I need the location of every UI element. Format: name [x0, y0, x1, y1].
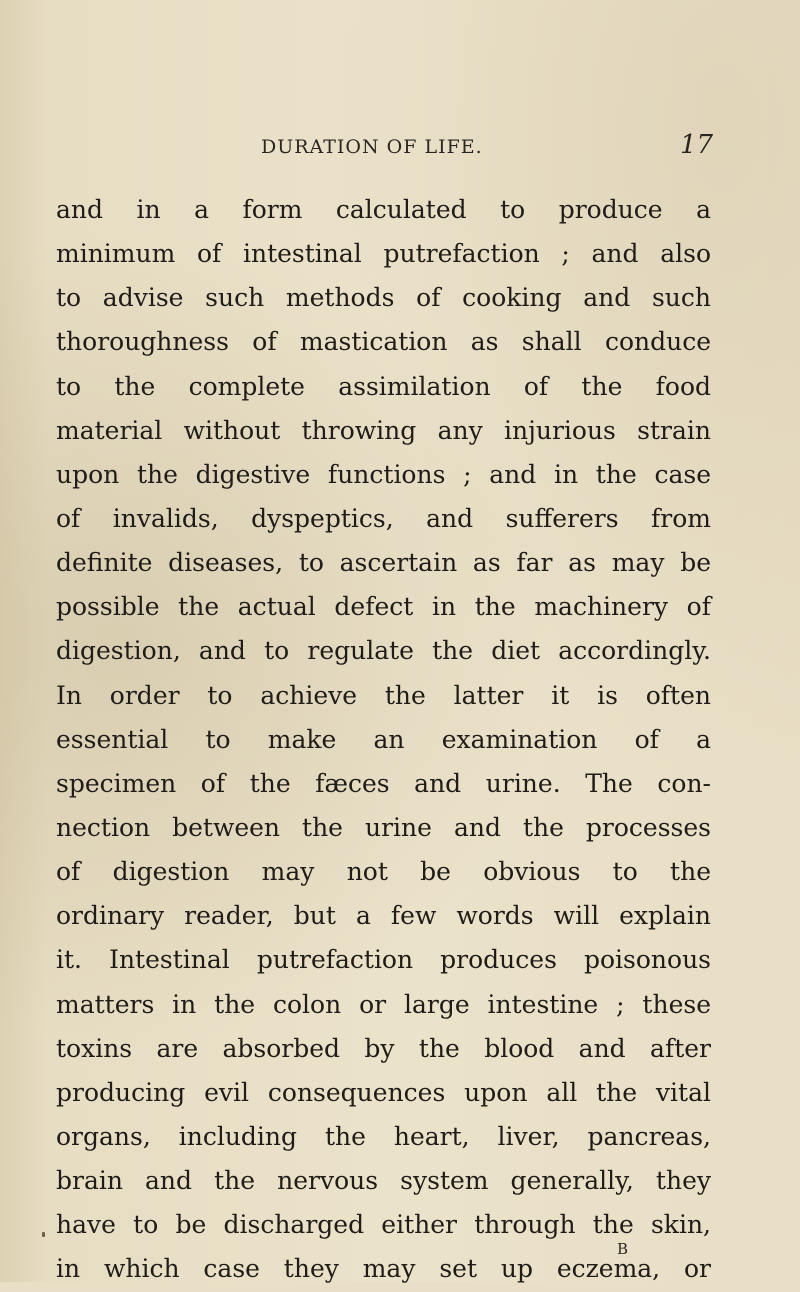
text-line: digestion, and to regulate the diet accordingly. [56, 636, 711, 666]
text-line: In order to achieve the latter it is often [56, 680, 711, 710]
running-title: DURATION OF LIFE. [261, 136, 483, 158]
text-line: essential to make an examination of a [56, 724, 711, 754]
text-line: specimen of the fæces and urine. The con- [56, 768, 711, 798]
text-line: of invalids, dyspeptics, and sufferers from [56, 503, 711, 533]
text-line: material without throwing any injurious strain [56, 415, 711, 445]
text-line: minimum of intestinal putrefaction ; and also [56, 239, 711, 269]
text-line: have to be discharged either through the skin, [56, 1210, 711, 1240]
body-paragraph [56, 188, 711, 1292]
paper-speck [42, 1232, 45, 1237]
text-line: thoroughness of mastication as shall conduce [56, 327, 711, 357]
text-line: of digestion may not be obvious to the [56, 857, 711, 887]
text-line: toxins are absorbed by the blood and after [56, 1033, 711, 1063]
text-line: ordinary reader, but a few words will explain [56, 901, 711, 931]
text-line: matters in the colon or large intestine ; these [56, 989, 711, 1019]
text-line: it. Intestinal putrefaction produces poisonous [56, 945, 711, 975]
text-line: definite diseases, to ascertain as far as may be [56, 548, 711, 578]
text-line: and in a form calculated to produce a [56, 195, 711, 224]
text-line: to the complete assimilation of the food [56, 371, 711, 401]
page-number: 17 [680, 130, 714, 160]
text-line: nection between the urine and the processes [56, 812, 711, 842]
text-line: brain and the nervous system generally, they [56, 1166, 711, 1196]
text-line: to advise such methods of cooking and such [56, 283, 711, 313]
text-line: organs, including the heart, liver, pancreas, [56, 1121, 711, 1151]
text-line: producing evil consequences upon all the vital [56, 1077, 711, 1107]
text-line: in which case they may set up eczema, or [56, 1254, 711, 1284]
signature-mark: B [617, 1240, 630, 1258]
text-line: possible the actual defect in the machinery of [56, 592, 711, 622]
text-line: upon the digestive functions ; and in the case [56, 459, 711, 489]
